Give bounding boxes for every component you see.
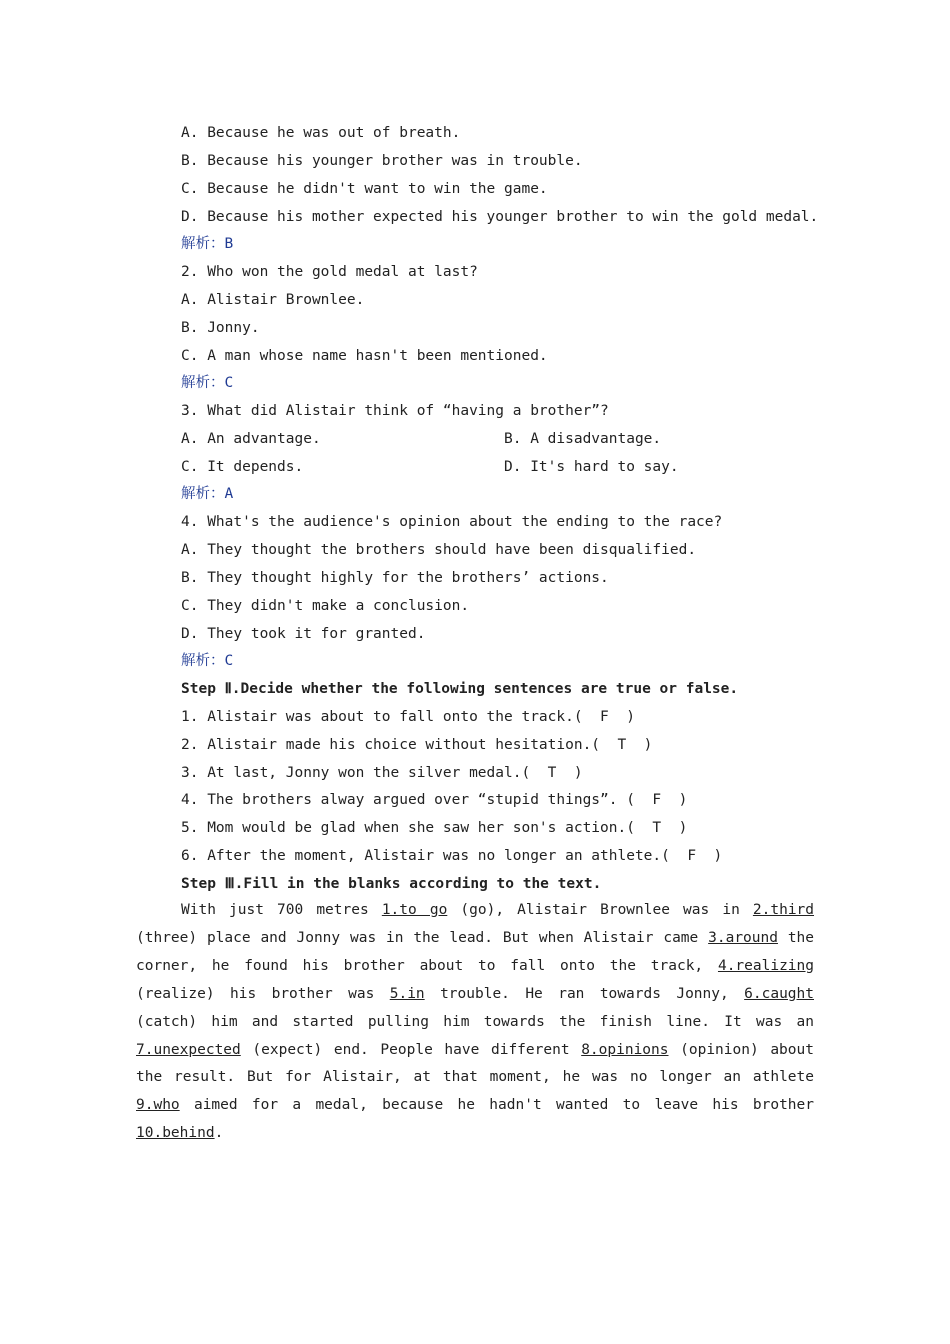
q4-option-a: A. They thought the brothers should have been disqualified. bbox=[181, 542, 697, 558]
passage-text: (three) place and Jonny was in the lead. But when Alistair came bbox=[136, 929, 709, 946]
passage-text: aimed for a medal, because he hadn't wanted to leave his brother bbox=[179, 1097, 814, 1114]
q2-option-c: C. A man whose name hasn't been mentioned. bbox=[181, 348, 548, 364]
q4-option-d: D. They took it for granted. bbox=[181, 626, 426, 642]
q3-stem: 3. What did Alistair think of “having a brother”? bbox=[181, 403, 609, 419]
blank-answer: 1.to go bbox=[381, 902, 448, 918]
passage-text: the corner, he found his brother about to fall onto the track, bbox=[136, 929, 815, 974]
blank-answer: 4.realizing bbox=[717, 957, 814, 974]
blank-answer: 10.behind bbox=[136, 1125, 215, 1142]
step3-passage bbox=[136, 897, 814, 1148]
q1-answer: 解析：B bbox=[181, 236, 234, 252]
blank-answer: 2.third bbox=[752, 902, 815, 918]
step2-item: 2. Alistair made his choice without hesitation.( T ) bbox=[181, 737, 653, 753]
passage-text: (expect) end. People have different bbox=[240, 1041, 582, 1058]
q4-option-c: C. They didn't make a conclusion. bbox=[181, 598, 470, 614]
q1-option-b: B. Because his younger brother was in trouble. bbox=[181, 153, 583, 169]
blank-answer: 5.in bbox=[389, 985, 425, 1002]
passage-text: (realize) his brother was bbox=[136, 985, 390, 1002]
q2-option-a: A. Alistair Brownlee. bbox=[181, 292, 365, 308]
passage-text: trouble. He ran towards Jonny, bbox=[424, 985, 745, 1002]
step2-item: 5. Mom would be glad when she saw her son's action.( T ) bbox=[181, 820, 688, 836]
q2-stem: 2. Who won the gold medal at last? bbox=[181, 264, 478, 280]
blank-answer: 8.opinions bbox=[581, 1041, 669, 1058]
step2-item: 4. The brothers alway argued over “stupid things”. ( F ) bbox=[181, 792, 688, 808]
q3-option-b: B. A disadvantage. bbox=[504, 431, 662, 447]
q3-option-d: D. It's hard to say. bbox=[504, 459, 679, 475]
q3-answer: 解析：A bbox=[181, 486, 234, 502]
step2-item: 1. Alistair was about to fall onto the track.( F ) bbox=[181, 709, 635, 725]
step2-heading: Step Ⅱ.Decide whether the following sentences are true or false. bbox=[181, 681, 739, 697]
step3-heading: Step Ⅲ.Fill in the blanks according to the text. bbox=[181, 876, 602, 892]
q2-answer: 解析：C bbox=[181, 375, 234, 391]
q1-option-c: C. Because he didn't want to win the game. bbox=[181, 181, 548, 197]
step2-item: 3. At last, Jonny won the silver medal.( T ) bbox=[181, 765, 583, 781]
passage-text: (catch) him and started pulling him towards the finish line. It was an bbox=[136, 1013, 814, 1030]
passage-text: (opinion) about the result. But for Alistair, at that moment, he was no longer an athlete bbox=[136, 1041, 814, 1086]
q1-option-a: A. Because he was out of breath. bbox=[181, 125, 461, 141]
blank-answer: 9.who bbox=[136, 1097, 180, 1114]
q4-option-b: B. They thought highly for the brothers’ actions. bbox=[181, 570, 609, 586]
q4-answer: 解析：C bbox=[181, 653, 234, 669]
blank-answer: 3.around bbox=[708, 929, 778, 946]
q4-stem: 4. What's the audience's opinion about the ending to the race? bbox=[181, 514, 723, 530]
blank-answer: 7.unexpected bbox=[136, 1041, 241, 1058]
passage-text: With just 700 metres bbox=[181, 902, 382, 918]
q3-option-a: A. An advantage. bbox=[181, 431, 321, 447]
passage-text: (go), Alistair Brownlee was in bbox=[447, 902, 753, 918]
passage-text: . bbox=[214, 1125, 224, 1142]
step2-item: 6. After the moment, Alistair was no longer an athlete.( F ) bbox=[181, 848, 723, 864]
q3-option-c: C. It depends. bbox=[181, 459, 304, 475]
blank-answer: 6.caught bbox=[744, 985, 814, 1002]
q1-option-d: D. Because his mother expected his younger brother to win the gold medal. bbox=[181, 209, 819, 225]
q2-option-b: B. Jonny. bbox=[181, 320, 260, 336]
